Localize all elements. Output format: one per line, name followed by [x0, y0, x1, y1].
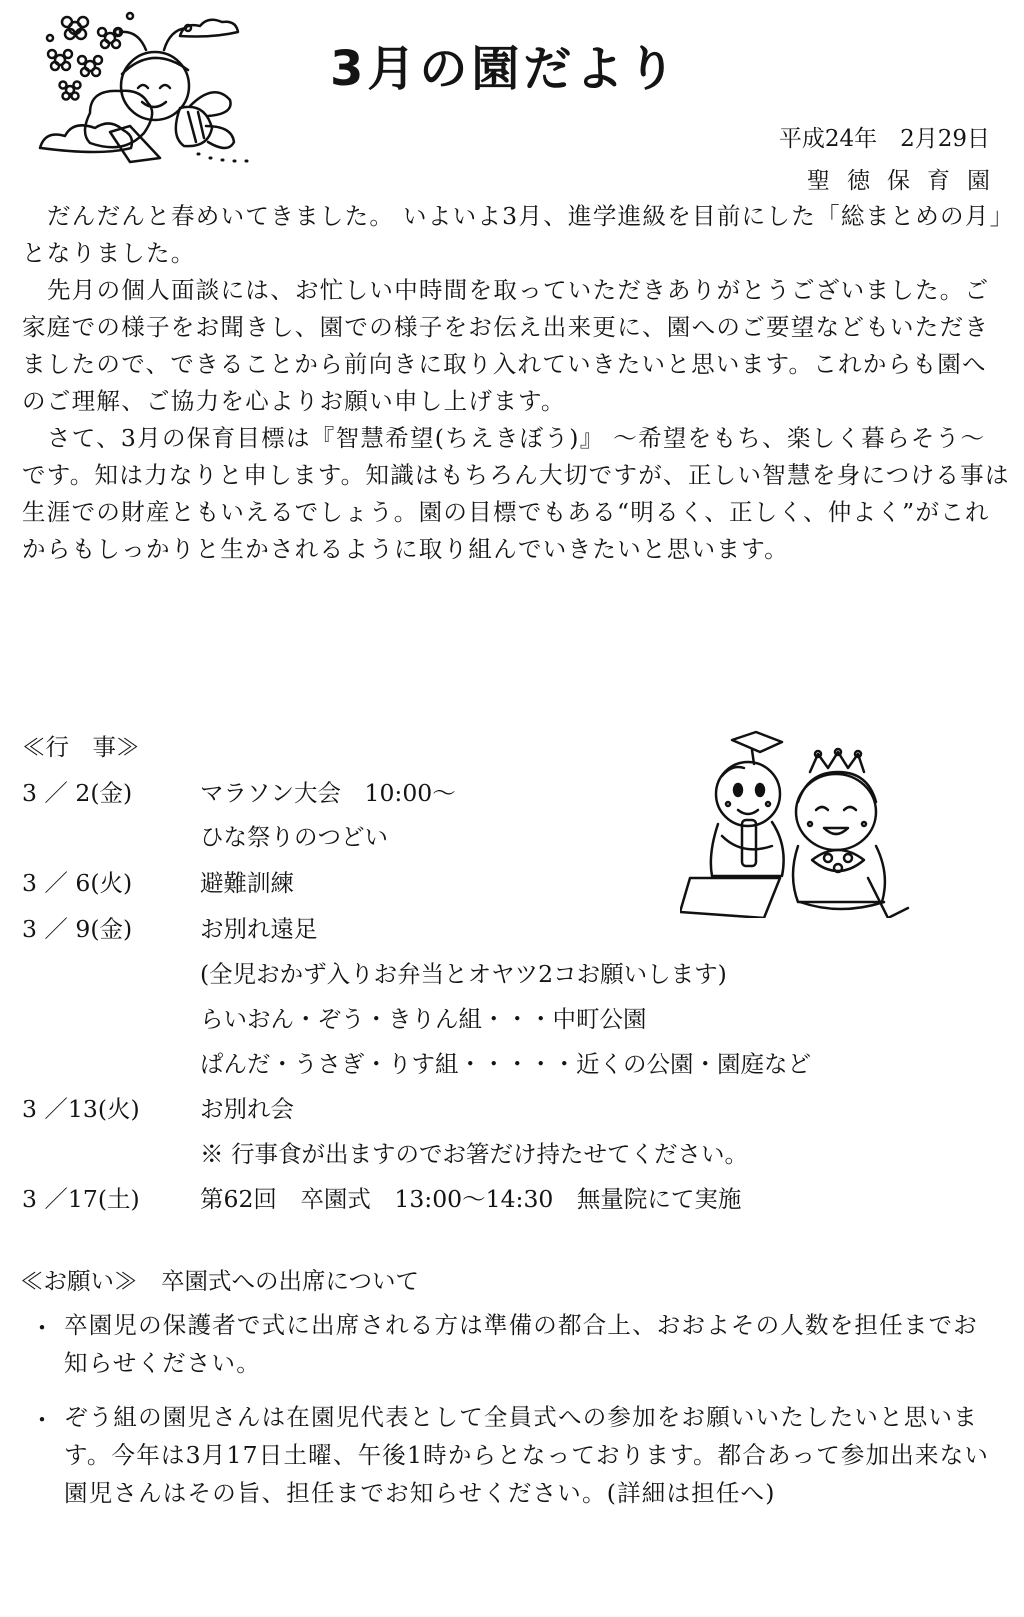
- event-line: 避難訓練: [200, 869, 294, 897]
- event-line: ぱんだ・うさぎ・りす組・・・・・近くの公園・園庭など: [200, 1050, 811, 1078]
- event-line: (全児おかず入りお弁当とオヤツ2コお願いします): [200, 960, 727, 988]
- bee-character-illustration: [30, 8, 260, 173]
- intro-paragraph: さて、3月の保育目標は『智慧希望(ちえきぼう)』 〜希望をもち、楽しく暮らそう〜です。知は力なりと申します。知識はもちろん大切ですが、正しい智慧を身につける事は生涯での財産ともいえるでしょう。園の目標でもある“明るく、正しく、仲よく”がこれからもしっかりと生かされるように取り組んでいきたいと思います。: [22, 424, 1010, 563]
- school-name: 聖徳保育園: [807, 168, 1007, 194]
- requests-heading: ≪お願い≫ 卒園式への出席について: [20, 1267, 420, 1295]
- event-line: お別れ会: [200, 1095, 294, 1123]
- event-line: お別れ遠足: [200, 915, 318, 943]
- event-line: マラソン大会 10:00〜: [200, 779, 456, 807]
- page-title: 3月の園だより: [330, 41, 680, 97]
- event-date: 3 ／13(火): [22, 1095, 140, 1123]
- event-line: らいおん・ぞう・きりん組・・・中町公園: [200, 1005, 647, 1033]
- event-date: 3 ／ 2(金): [22, 779, 133, 807]
- request-item: ぞう組の園児さんは在園児代表として全員式への参加をお願いいたしたいと思います。今年は3月17日土曜、午後1時からとなっております。都合あって参加出来ない園児さんはその旨、担任までお知らせください。(詳細は担任へ): [64, 1403, 990, 1507]
- intro-body: [22, 198, 1010, 568]
- event-date: 3 ／ 6(火): [22, 869, 133, 897]
- event-date: 3 ／17(土): [22, 1185, 140, 1213]
- bullet-marker: ・: [30, 1406, 54, 1434]
- bullet-marker: ・: [30, 1314, 54, 1342]
- event-line: ひな祭りのつどい: [200, 823, 388, 851]
- hina-dolls-illustration: [680, 728, 920, 918]
- events-heading: ≪行 事≫: [22, 733, 140, 761]
- intro-paragraph: だんだんと春めいてきました。 いよいよ3月、進学進級を目前にした「総まとめの月」となりました。: [22, 202, 1003, 267]
- event-date: 3 ／ 9(金): [22, 915, 133, 943]
- event-line: ※ 行事食が出ますのでお箸だけ持たせてください。: [200, 1140, 748, 1168]
- event-line: 第62回 卒園式 13:00〜14:30 無量院にて実施: [200, 1185, 742, 1213]
- issue-date: 平成24年 2月29日: [778, 126, 990, 152]
- request-item: 卒園児の保護者で式に出席される方は準備の都合上、おおよその人数を担任までお知らせください。: [64, 1311, 978, 1377]
- intro-paragraph: 先月の個人面談には、お忙しい中時間を取っていただきありがとうございました。ご家庭での様子をお聞きし、園での様子をお伝え出来更に、園へのご要望などもいただきましたので、できることから前向きに取り入れていきたいと思います。これからも園へのご理解、ご協力を心よりお願い申し上げます。: [22, 276, 990, 415]
